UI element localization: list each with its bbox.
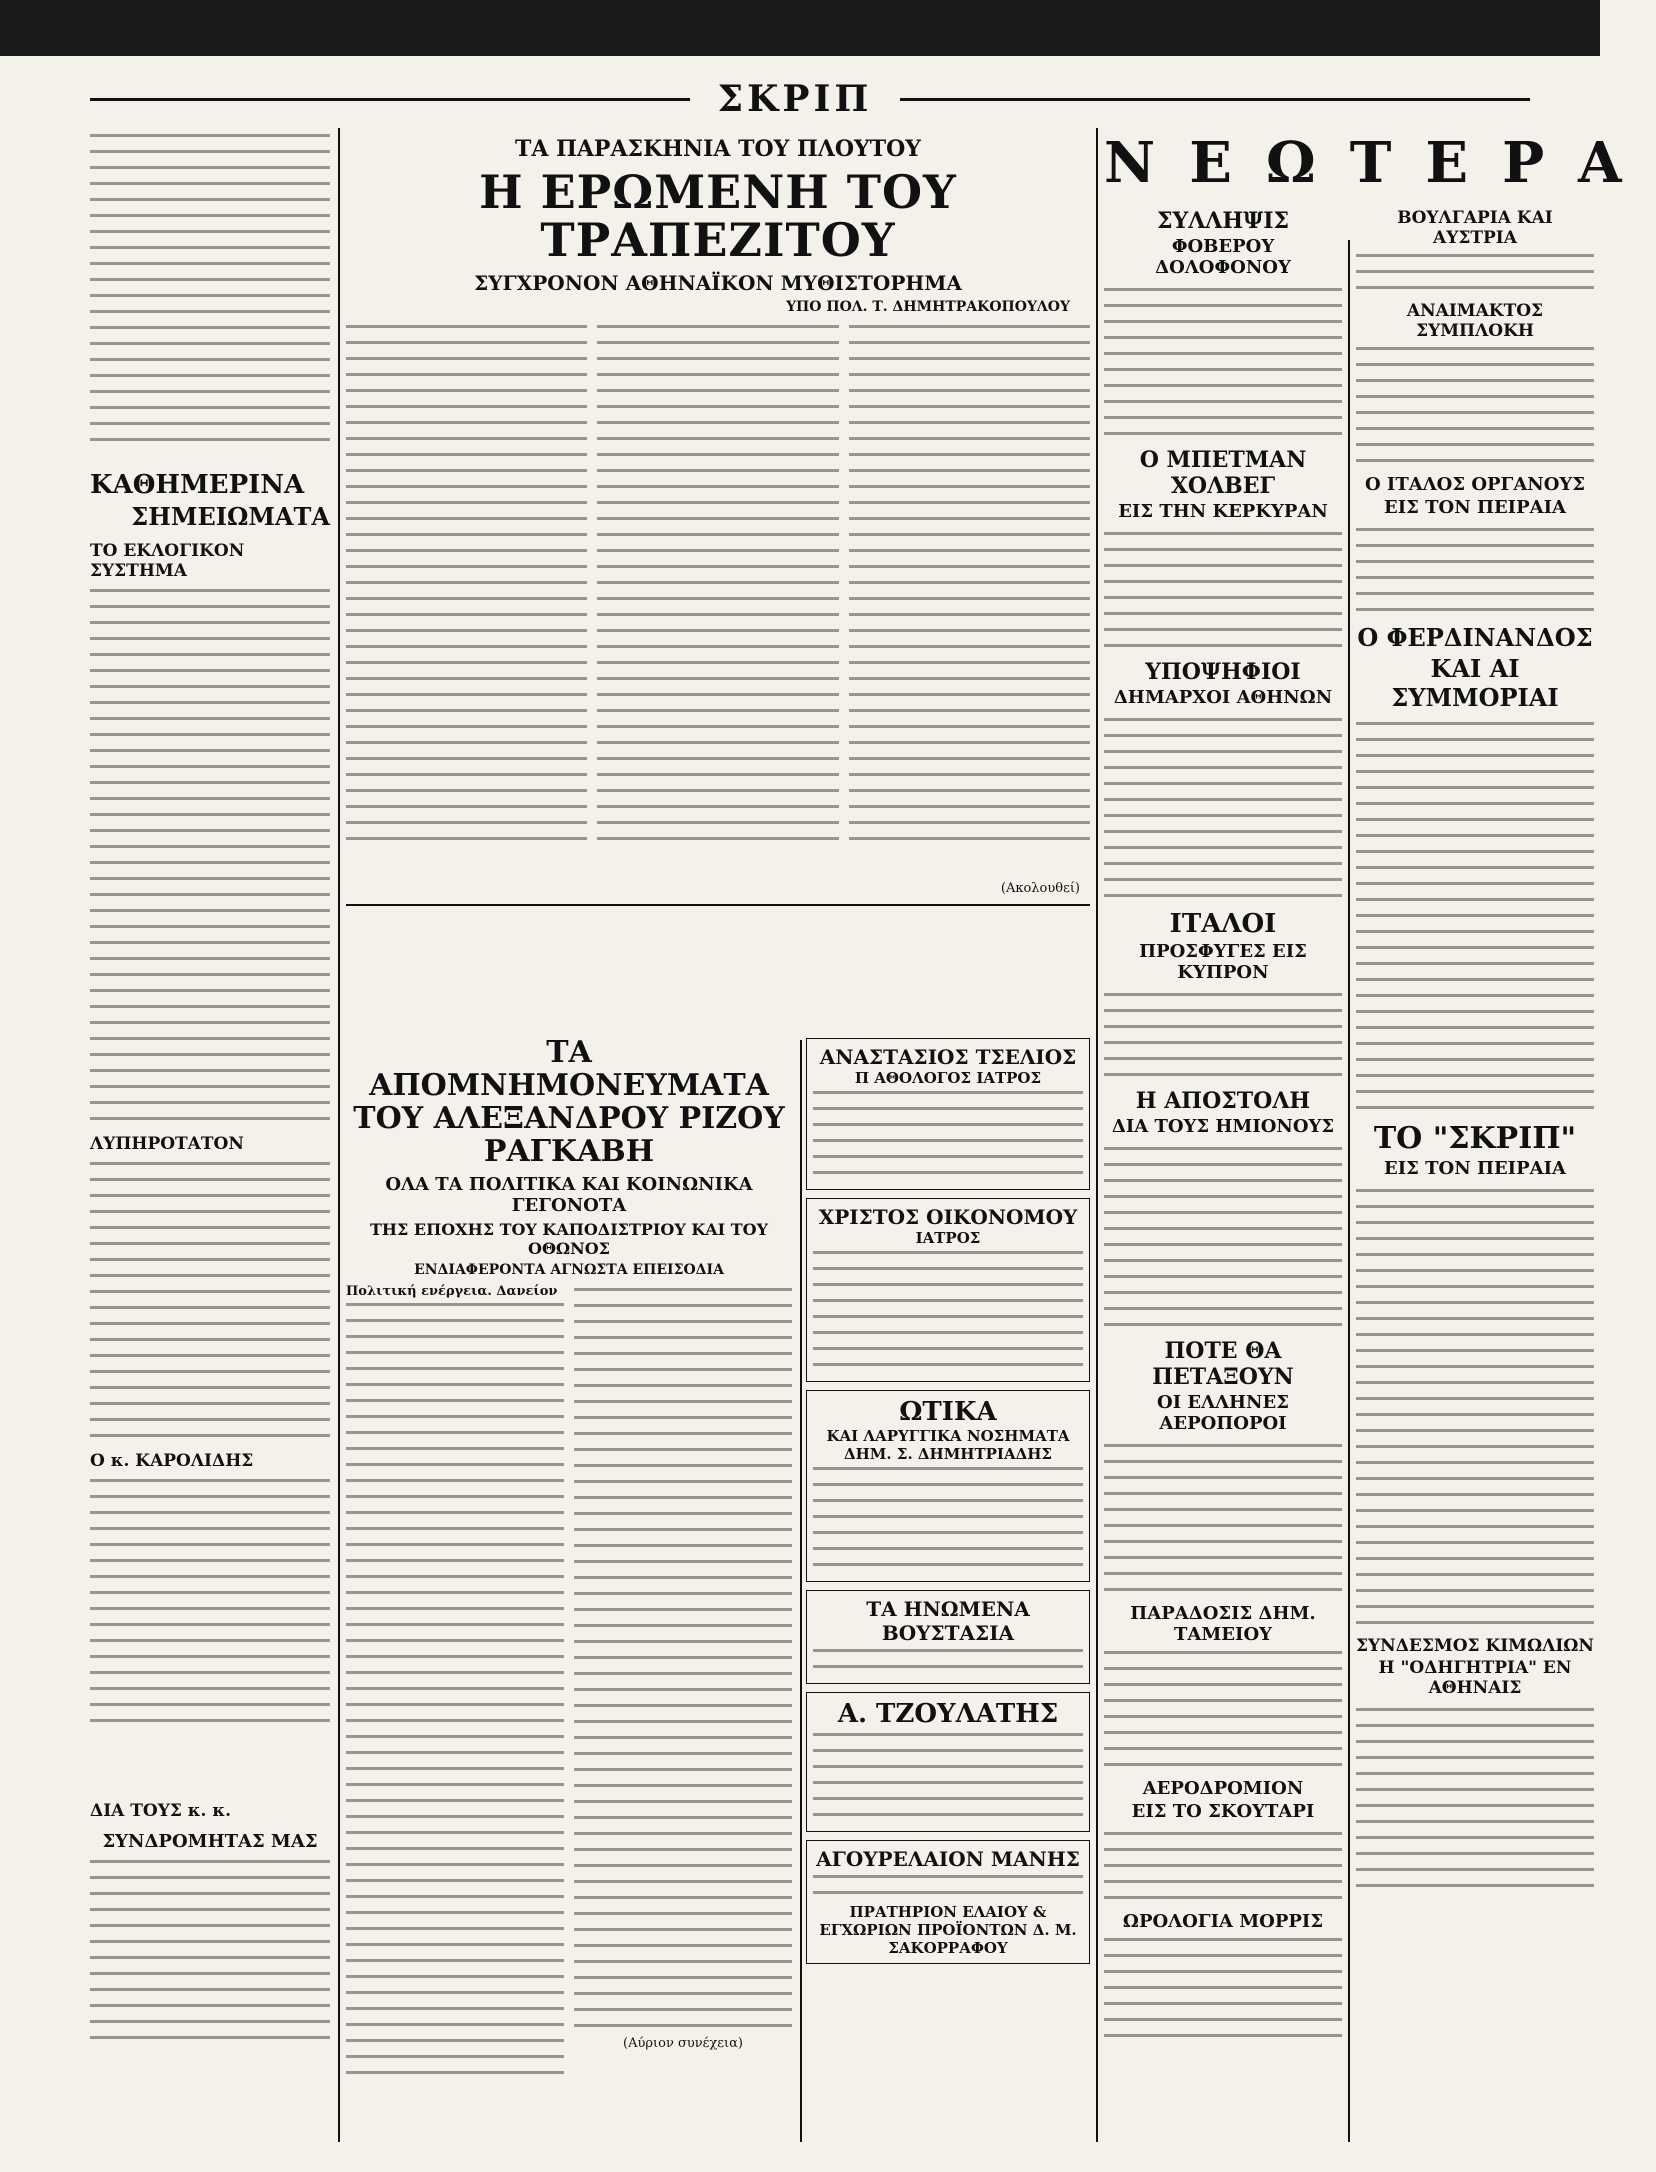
news-sub: ΔΗΜΑΡΧΟΙ ΑΘΗΝΩΝ: [1113, 687, 1333, 708]
column-divider: [1096, 128, 1098, 2142]
memoirs-title: ΤΑ ΑΠΟΜΝΗΜΟΝΕΥΜΑΤΑ ΤΟΥ ΑΛΕΞΑΝΔΡΟΥ ΡΙΖΟΥ ΡΑΓΚΑΒΗ: [353, 1035, 785, 1169]
section-subtitle: ΣΗΜΕΙΩΜΑΤΑ: [131, 502, 330, 531]
notice-subtitle: ΣΥΝΔΡΟΜΗΤΑΣ ΜΑΣ: [102, 1831, 318, 1852]
article-title: ΤΟ ΕΚΛΟΓΙΚΟΝ ΣΥΣΤΗΜΑ: [90, 541, 245, 581]
memoirs-sub1: ΟΛΑ ΤΑ ΠΟΛΙΤΙΚΑ ΚΑΙ ΚΟΙΝΩΝΙΚΑ ΓΕΓΟΝΟΤΑ: [385, 1174, 753, 1216]
ad-oil: ΑΓΟΥΡΕΛΑΙΟΝ ΜΑΝΗΣ ΠΡΑΤΗΡΙΟΝ ΕΛΑΙΟΥ & ΕΓΧΩΡΙΩΝ ΠΡΟΪΟΝΤΩΝ Δ. Μ. ΣΑΚΟΡΡΑΦΟΥ: [806, 1840, 1090, 1964]
news-title: ΤΟ "ΣΚΡΙΠ": [1373, 1121, 1577, 1156]
news-title: ΑΕΡΟΔΡΟΜΙΟΝ: [1142, 1778, 1304, 1799]
news-title: Ο ΦΕΡΔΙΝΑΝΔΟΣ: [1357, 623, 1593, 652]
news-title: ΥΠΟΨΗΦΙΟΙ: [1145, 659, 1301, 685]
column-divider: [338, 128, 340, 2142]
news-title: ΒΟΥΛΓΑΡΙΑ ΚΑΙ ΑΥΣΤΡΙΑ: [1397, 208, 1553, 248]
news-title: ΩΡΟΛΟΓΙΑ ΜΟΡΡΙΣ: [1122, 1911, 1324, 1932]
article-body: [90, 1475, 330, 1726]
article-title: ΛΥΠΗΡΟΤΑΤΟΝ: [90, 1134, 244, 1154]
news-sub: ΦΟΒΕΡΟΥ ΔΟΛΟΦΟΝΟΥ: [1155, 236, 1291, 278]
news-sub: ΕΙΣ ΤΟΝ ΠΕΙΡΑΙΑ: [1384, 497, 1566, 518]
body-text: [90, 130, 330, 460]
masthead: [0, 78, 1600, 118]
news-sub: ΠΡΟΣΦΥΓΕΣ ΕΙΣ ΚΥΠΡΟΝ: [1139, 941, 1307, 983]
serial-kicker: ΤΑ ΠΑΡΑΣΚΗΝΙΑ ΤΟΥ ΠΛΟΥΤΟΥ: [514, 136, 921, 162]
serial-subtitle: ΣΥΓΧΡΟΝΟΝ ΑΘΗΝΑΪΚΟΝ ΜΥΘΙΣΤΟΡΗΜΑ: [474, 270, 962, 295]
middle-column: [346, 130, 1090, 2152]
news-title: Ο ΙΤΑΛΟΣ ΟΡΓΑΝΟΥΣ: [1364, 474, 1586, 495]
article-body: [90, 585, 330, 1124]
section-title: ΚΑΘΗΜΕΡΙΝΑ: [90, 470, 305, 500]
news-title: ΑΝΑΙΜΑΚΤΟΣ ΣΥΜΠΛΟΚΗ: [1406, 301, 1544, 341]
notice-title: ΔΙΑ ΤΟΥΣ κ. κ.: [90, 1801, 232, 1821]
news-left: [1104, 200, 1342, 2152]
news-sub: Η "ΟΔΗΓΗΤΡΙΑ" ΕΝ ΑΘΗΝΑΙΣ: [1378, 1658, 1572, 1698]
news-title: ΣΥΛΛΗΨΙΣ: [1156, 208, 1290, 234]
ad-doctor: ΧΡΙΣΤΟΣ ΟΙΚΟΝΟΜΟΥ ΙΑΤΡΟΣ: [806, 1198, 1090, 1382]
news-sub: ΕΙΣ ΤΗΝ ΚΕΡΚΥΡΑΝ: [1118, 501, 1328, 522]
ads-column: [806, 1030, 1090, 1972]
serial-text: [346, 321, 1090, 881]
news-title: Ο ΜΠΕΤΜΑΝ ΧΟΛΒΕΓ: [1139, 447, 1307, 499]
ad-dairy: ΤΑ ΗΝΩΜΕΝΑ ΒΟΥΣΤΑΣΙΑ: [806, 1590, 1090, 1684]
article-body: [90, 1158, 330, 1441]
news-title: ΠΟΤΕ ΘΑ ΠΕΤΑΞΟΥΝ: [1152, 1338, 1294, 1390]
news-sub: ΟΙ ΕΛΛΗΝΕΣ ΑΕΡΟΠΟΡΟΙ: [1157, 1392, 1289, 1434]
memoirs-block: [346, 1030, 792, 2083]
news-title: ΙΤΑΛΟΙ: [1169, 909, 1277, 939]
news-right: [1356, 200, 1594, 2152]
scan-black-border: [0, 0, 1600, 56]
ad-physician: ΑΝΑΣΤΑΣΙΟΣ ΤΣΕΛΙΟΣ Π ΑΘΟΛΟΓΟΣ ΙΑΤΡΟΣ: [806, 1038, 1090, 1190]
memoirs-first-line: Πολιτική ενέργεια. Δανείον: [346, 1284, 558, 1299]
serial-byline: ΥΠΟ ΠΟΛ. Τ. ΔΗΜΗΤΡΑΚΟΠΟΥΛΟΥ: [786, 298, 1070, 315]
left-column: [90, 130, 330, 2152]
news-sub: ΕΙΣ ΤΟΝ ΠΕΙΡΑΙΑ: [1384, 1158, 1566, 1179]
ad-tzoulatis: Α. ΤΖΟΥΛΑΤΗΣ: [806, 1692, 1090, 1832]
ad-ent: ΩΤΙΚΑ ΚΑΙ ΛΑΡΥΓΓΙΚΑ ΝΟΣΗΜΑΤΑ ΔΗΜ. Σ. ΔΗΜΗΤΡΙΑΔΗΣ: [806, 1390, 1090, 1582]
news-sub: ΕΙΣ ΤΟ ΣΚΟΥΤΑΡΙ: [1131, 1801, 1315, 1822]
serial-headline: Η ΕΡΩΜΕΝΗ ΤΟΥ ΤΡΑΠΕΖΙΤΟΥ: [479, 165, 957, 268]
serial-continues: (Ακολουθεί): [1000, 880, 1080, 896]
news-title: ΠΑΡΑΔΟΣΙΣ ΔΗΜ. ΤΑΜΕΙΟΥ: [1130, 1603, 1316, 1645]
notice-body: [90, 1856, 330, 2043]
news-masthead: ΝΕΩΤΕΡΑ: [1104, 130, 1656, 196]
memoirs-sub2: ΤΗΣ ΕΠΟΧΗΣ ΤΟΥ ΚΑΠΟΔΙΣΤΡΙΟΥ ΚΑΙ ΤΟΥ ΟΘΩΝΟΣ: [370, 1220, 768, 1258]
news-sub: ΔΙΑ ΤΟΥΣ ΗΜΙΟΝΟΥΣ: [1111, 1116, 1335, 1137]
newspaper-title: ΣΚΡΙΠ: [690, 78, 900, 120]
article-title: Ο κ. ΚΑΡΟΛΙΔΗΣ: [90, 1451, 254, 1471]
news-title: ΣΥΝΔΕΣΜΟΣ ΚΙΜΩΛΙΩΝ: [1356, 1636, 1594, 1656]
memoirs-continue: (Αύριον συνέχεια): [623, 2036, 743, 2051]
memoirs-sub3: ΕΝΔΙΑΦΕΡΟΝΤΑ ΑΓΝΩΣΤΑ ΕΠΕΙΣΟΔΙΑ: [414, 1262, 724, 1278]
news-sub: ΚΑΙ ΑΙ ΣΥΜΜΟΡΙΑΙ: [1391, 654, 1559, 712]
news-title: Η ΑΠΟΣΤΟΛΗ: [1135, 1088, 1311, 1114]
